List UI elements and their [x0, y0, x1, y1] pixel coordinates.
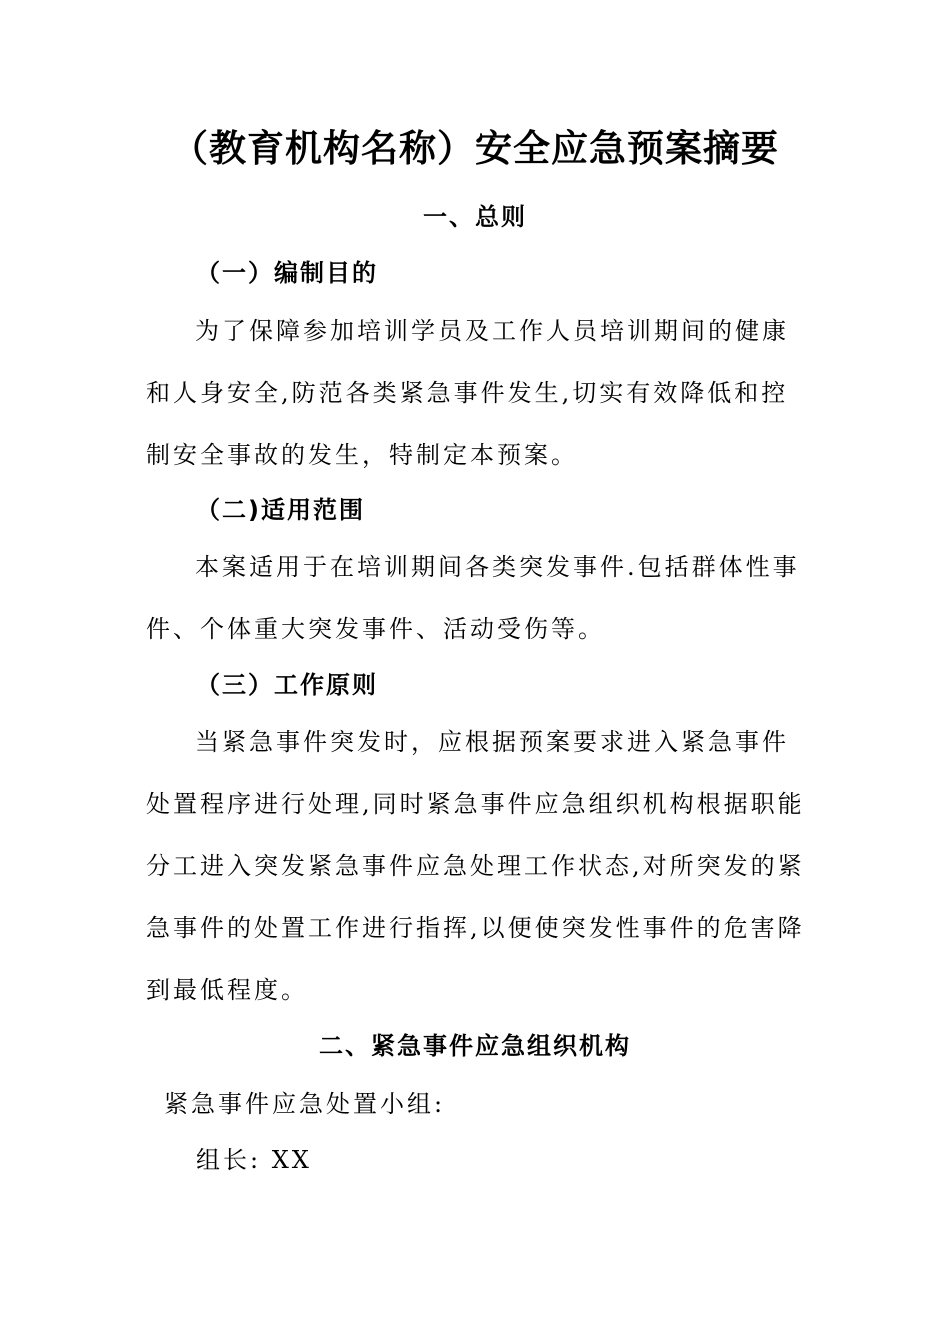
- document-title: （教育机构名称）安全应急预案摘要: [171, 127, 779, 170]
- subheading-scope: （二)适用范围: [196, 496, 365, 524]
- section-heading-general: 一、总则: [423, 203, 527, 231]
- paragraph-principles: 当紧急事件突发时，应根据预案要求进入紧急事件处置程序进行处理,同时紧急事件应急组织机构根据职能分工进入突发紧急事件应急处理工作状态,对所突发的紧急事件的处置工作进行指挥,以便使突发性事件的危害降到最低程度。: [146, 728, 805, 1004]
- subheading-purpose: （一）编制目的: [196, 259, 378, 287]
- group-leader-line: 组长: XX: [196, 1146, 312, 1174]
- section-heading-organization: 二、紧急事件应急组织机构: [319, 1032, 631, 1060]
- paragraph-scope: 本案适用于在培训期间各类突发事件.包括群体性事件、个体重大突发事件、活动受伤等。: [146, 553, 800, 643]
- subheading-principles: （三）工作原则: [196, 671, 378, 699]
- paragraph-purpose: 为了保障参加培训学员及工作人员培训期间的健康和人身安全,防范各类紧急事件发生,切实有效降低和控制安全事故的发生，特制定本预案。: [146, 317, 789, 469]
- emergency-group-label: 紧急事件应急处置小组:: [164, 1090, 446, 1118]
